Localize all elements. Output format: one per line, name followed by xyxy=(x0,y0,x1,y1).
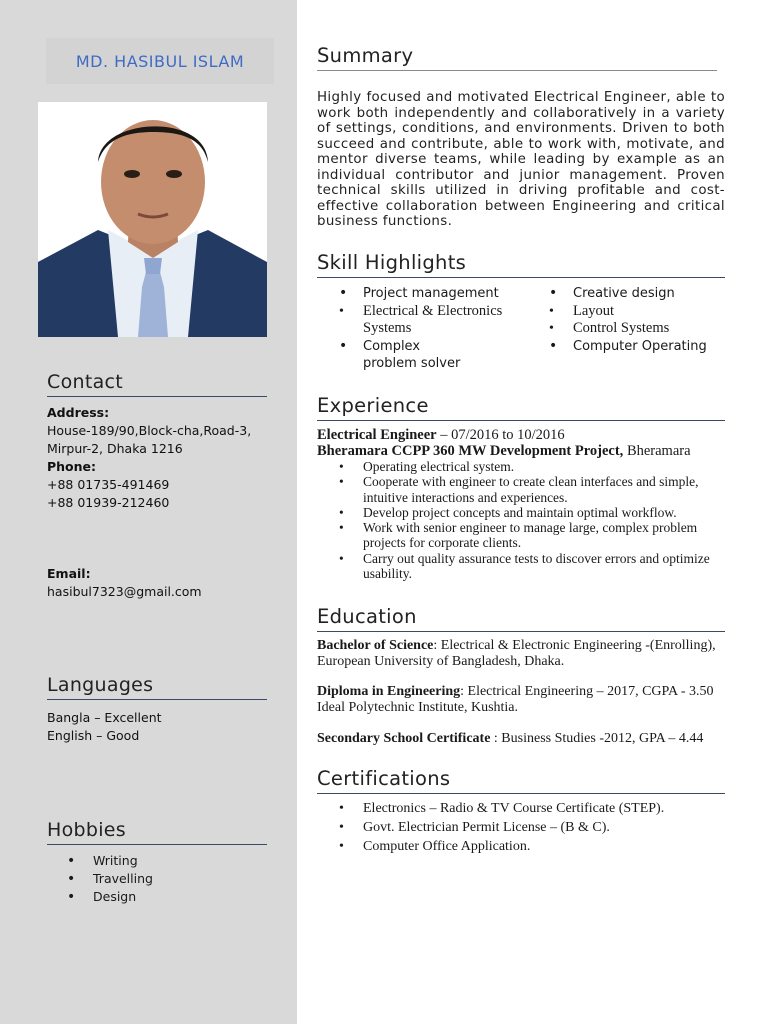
experience-bullet: • Carry out quality assurance tests to discover errors and optimize usability. xyxy=(317,551,727,582)
education-heading: Education xyxy=(317,605,725,632)
phone-number: +88 01735-491469 xyxy=(47,477,170,492)
degree-name: Diploma in Engineering xyxy=(317,684,461,699)
email-address: hasibul7323@gmail.com xyxy=(47,584,202,599)
experience-bullet: • Operating electrical system. xyxy=(317,459,727,474)
experience-bullet: • Develop project concepts and maintain optimal workflow. xyxy=(317,505,727,520)
language-item: English – Good xyxy=(47,728,140,743)
skills-heading: Skill Highlights xyxy=(317,251,725,278)
contact-block xyxy=(47,404,251,512)
hobby-item: • Writing xyxy=(47,852,153,870)
address-line: Mirpur-2, Dhaka 1216 xyxy=(47,441,183,456)
email-label: Email: xyxy=(47,566,91,581)
languages-heading: Languages xyxy=(47,674,267,700)
hobbies-heading: Hobbies xyxy=(47,819,267,845)
languages-list xyxy=(47,709,162,745)
skill-item: • Layout xyxy=(527,303,727,321)
certification-item: • Electronics – Radio & TV Course Certificate (STEP). xyxy=(317,799,727,818)
phone-number: +88 01939-212460 xyxy=(47,495,170,510)
address-label: Address: xyxy=(47,405,110,420)
skill-item: • Electrical & Electronics Systems xyxy=(317,303,532,338)
skills-list-right xyxy=(527,285,727,355)
certification-item: • Computer Office Application. xyxy=(317,837,727,856)
degree-detail: : Business Studies -2012, GPA – 4.44 xyxy=(490,731,704,746)
degree-name: Secondary School Certificate xyxy=(317,731,491,746)
certification-item: • Govt. Electrician Permit License – (B & C). xyxy=(317,818,727,837)
skill-item: • Control Systems xyxy=(527,320,727,338)
company-name: Bheramara CCPP 360 MW Development Project, xyxy=(317,443,624,459)
job-location: Bheramara xyxy=(623,443,691,459)
profile-photo xyxy=(38,102,267,337)
degree-name: Bachelor of Science xyxy=(317,638,434,653)
education-entry xyxy=(317,638,727,670)
contact-heading: Contact xyxy=(47,371,267,397)
language-item: Bangla – Excellent xyxy=(47,710,162,725)
job-dates: – 07/2016 to 10/2016 xyxy=(436,427,565,443)
email-block xyxy=(47,565,202,601)
experience-bullets xyxy=(317,459,727,581)
skill-item: • Project management xyxy=(317,285,532,303)
experience-entry xyxy=(317,427,727,581)
certifications-heading: Certifications xyxy=(317,767,725,794)
certifications-list xyxy=(317,799,727,856)
skill-item: • Complex problem solver xyxy=(317,338,532,373)
education-entry xyxy=(317,731,727,747)
address-line: House-189/90,Block-cha,Road-3, xyxy=(47,423,252,438)
degree-detail: : Electrical Engineering – 2017, CGPA - 3.50 Ideal Polytechnic Institute, Kushtia. xyxy=(317,684,714,715)
summary-text: Highly focused and motivated Electrical Engineer, able to work both independently and collaboratively in a variety of settings, conditions, and environments. Driven to both succeed and contribute, able to work with, motivate, and mentor diverse teams, while leading by example as an individual contributor and junior management. Proven technical skills utilized in driving profitable and cost-effective collaboration between Engineering and critical business functions. xyxy=(317,90,725,229)
hobby-item: • Design xyxy=(47,888,153,906)
education-entry xyxy=(317,684,727,716)
skills-list-left xyxy=(317,285,532,373)
experience-bullet: • Cooperate with engineer to create clean interfaces and simple, intuitive interactions and experiences. xyxy=(317,474,727,505)
skill-item: • Creative design xyxy=(527,285,727,303)
skill-item: • Computer Operating xyxy=(527,338,727,356)
experience-bullet: • Work with senior engineer to manage large, complex problem projects for corporate clients. xyxy=(317,520,727,551)
degree-detail: : Electrical & Electronic Engineering -(Enrolling), European University of Bangladesh, Dhaka. xyxy=(317,638,716,669)
candidate-name: MD. HASIBUL ISLAM xyxy=(75,51,245,71)
phone-label: Phone: xyxy=(47,459,97,474)
job-title: Electrical Engineer xyxy=(317,427,437,443)
hobbies-list xyxy=(47,852,153,906)
summary-heading: Summary xyxy=(317,44,717,71)
experience-heading: Experience xyxy=(317,394,725,421)
name-banner xyxy=(46,38,274,84)
hobby-item: • Travelling xyxy=(47,870,153,888)
